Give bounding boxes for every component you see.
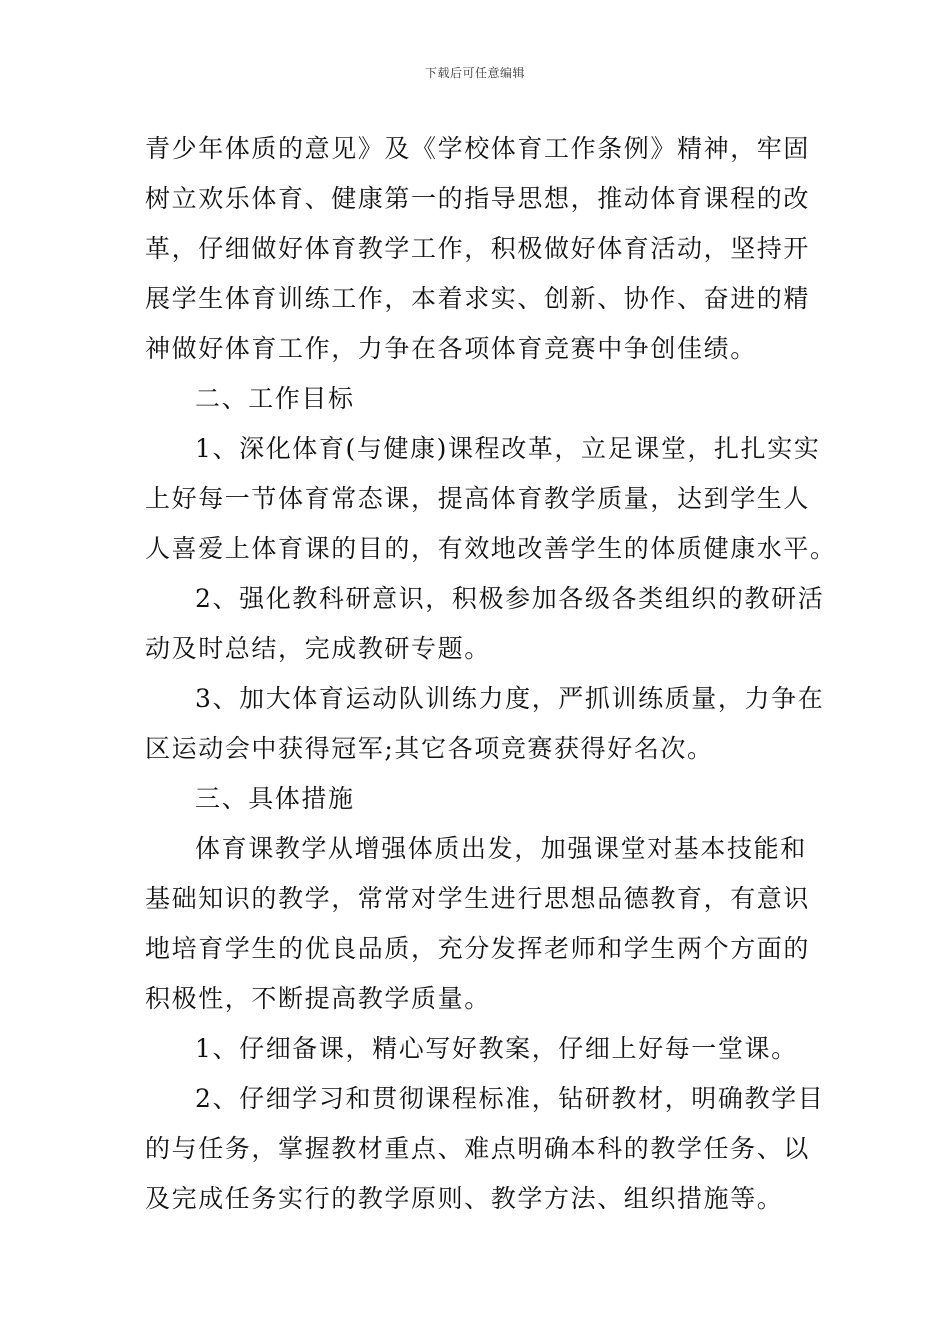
text-line: 2、强化教科研意识，积极参加各级各类组织的教研活 (195, 584, 825, 613)
text-line: 的与任务，掌握教材重点、难点明确本科的教学任务、以 (145, 1134, 811, 1163)
text-line: 区运动会中获得冠军;其它各项竞赛获得好名次。 (145, 734, 714, 763)
page-header: 下载后可任意编辑 (424, 66, 525, 80)
text-line: 革，仔细做好体育教学工作，积极做好体育活动，坚持开 (145, 234, 811, 263)
text-line: 神做好体育工作，力争在各项体育竞赛中争创佳绩。 (145, 334, 757, 363)
text-line: 青少年体质的意见》及《学校体育工作条例》精神，牢固 (145, 134, 811, 163)
text-line: 地培育学生的优良品质，充分发挥老师和学生两个方面的 (145, 934, 811, 963)
text-line: 动及时总结，完成教研专题。 (145, 634, 491, 663)
document-body (145, 124, 837, 1224)
text-line: 上好每一节体育常态课，提高体育教学质量，达到学生人 (145, 484, 811, 513)
text-line: 3、加大体育运动队训练力度，严抓训练质量，力争在 (195, 684, 825, 713)
text-line: 基础知识的教学，常常对学生进行思想品德教育，有意识 (145, 884, 811, 913)
text-line: 1、仔细备课，精心写好教案，仔细上好每一堂课。 (195, 1034, 798, 1063)
text-line: 及完成任务实行的教学原则、教学方法、组织措施等。 (145, 1184, 784, 1213)
text-line: 展学生体育训练工作，本着求实、创新、协作、奋进的精 (145, 284, 811, 313)
text-line: 人喜爱上体育课的目的，有效地改善学生的体质健康水平。 (145, 534, 837, 563)
text-line: 2、仔细学习和贯彻课程标准，钻研教材，明确教学目 (195, 1084, 825, 1113)
section-heading-goals: 二、工作目标 (195, 384, 355, 413)
text-line: 体育课教学从增强体质出发，加强课堂对基本技能和 (195, 834, 807, 863)
section-heading-measures: 三、具体措施 (195, 784, 355, 813)
text-line: 树立欢乐体育、健康第一的指导思想，推动体育课程的改 (145, 184, 811, 213)
text-line: 1、深化体育(与健康)课程改革，立足课堂，扎扎实实 (195, 434, 821, 463)
text-line: 积极性，不断提高教学质量。 (145, 984, 491, 1013)
